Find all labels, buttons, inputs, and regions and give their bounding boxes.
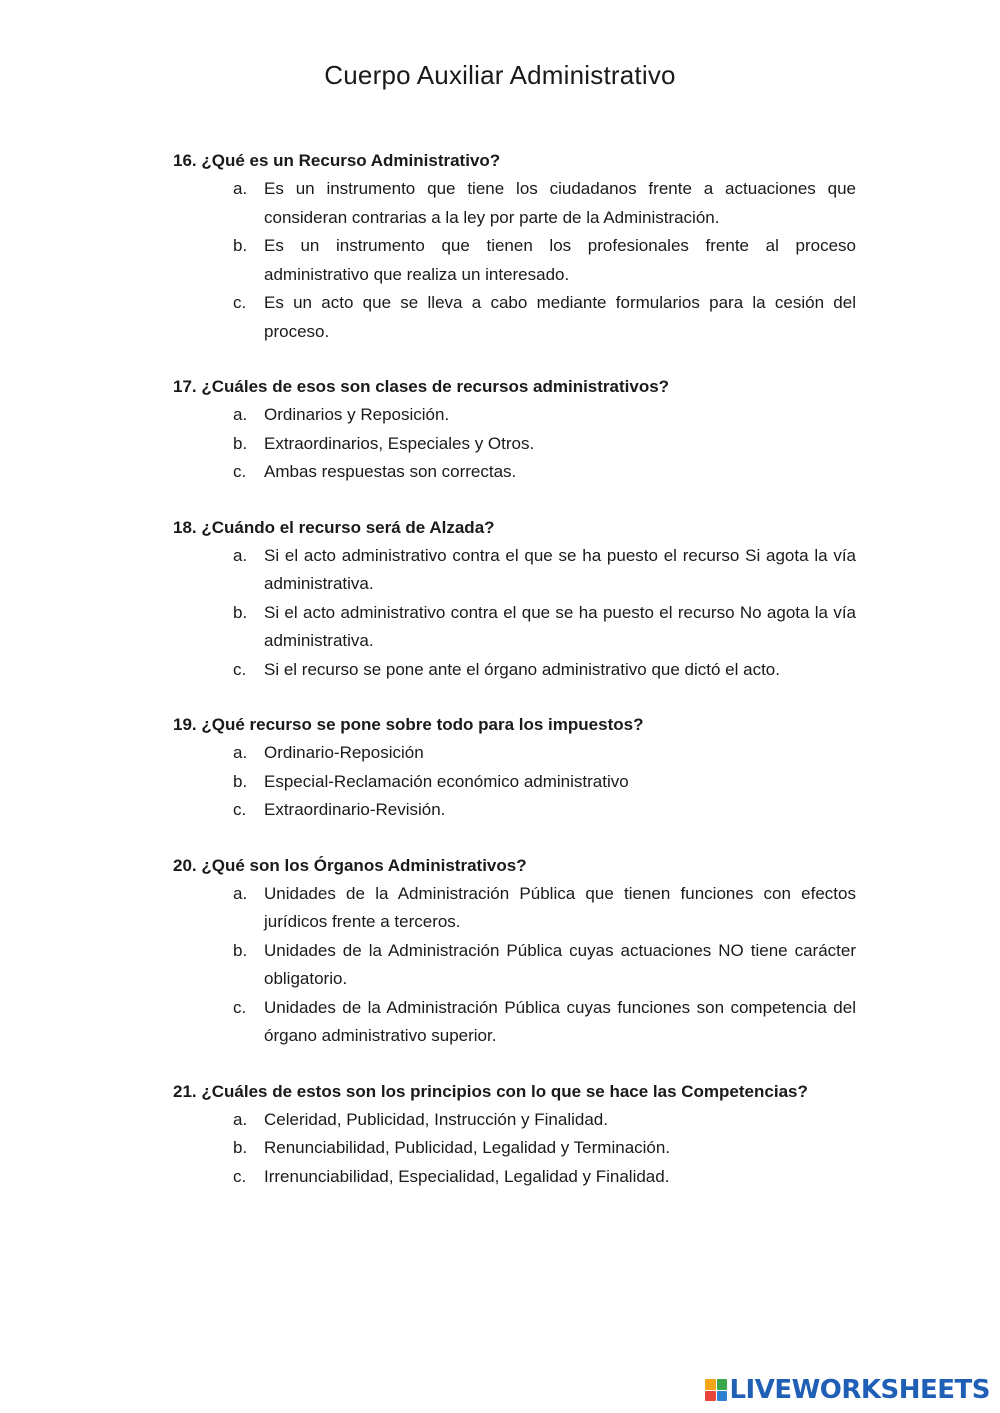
option-text: Es un acto que se lleva a cabo mediante formularios para la cesión del proceso. bbox=[264, 293, 856, 341]
option-a bbox=[173, 1106, 856, 1135]
question-text: 16. ¿Qué es un Recurso Administrativo? bbox=[173, 151, 501, 170]
option-text: Unidades de la Administración Pública cuyas funciones son competencia del órgano administrativo superior. bbox=[264, 997, 856, 1045]
option-c bbox=[173, 458, 856, 487]
option-list bbox=[173, 739, 856, 825]
option-letter: a. bbox=[233, 405, 248, 424]
option-text: Es un instrumento que tienen los profesionales frente al proceso administrativo que realiza un interesado. bbox=[264, 236, 856, 284]
option-letter: b. bbox=[233, 1138, 248, 1157]
option-c bbox=[173, 1163, 856, 1192]
option-list bbox=[173, 542, 856, 685]
option-text: Ordinario-Reposición bbox=[264, 743, 424, 762]
option-b bbox=[173, 232, 856, 289]
option-text: Ordinarios y Reposición. bbox=[264, 405, 450, 424]
question-list bbox=[173, 147, 856, 1218]
option-a bbox=[173, 175, 856, 232]
option-b bbox=[173, 1134, 856, 1163]
option-list bbox=[173, 880, 856, 1051]
option-text: Renunciabilidad, Publicidad, Legalidad y Terminación. bbox=[264, 1138, 671, 1157]
question-text: 21. ¿Cuáles de estos son los principios con lo que se hace las Competencias? bbox=[173, 1081, 808, 1101]
question-19 bbox=[173, 711, 856, 825]
option-c bbox=[173, 289, 856, 346]
question-text: 17. ¿Cuáles de esos son clases de recursos administrativos? bbox=[173, 377, 670, 396]
question-16 bbox=[173, 147, 856, 346]
question-18 bbox=[173, 514, 856, 685]
option-text: Extraordinario-Revisión. bbox=[264, 800, 446, 819]
logo-square-bl bbox=[705, 1391, 716, 1402]
option-letter: a. bbox=[233, 1109, 248, 1129]
option-letter: b. bbox=[233, 602, 248, 622]
option-text: Unidades de la Administración Pública cuyas actuaciones NO tiene carácter obligatorio. bbox=[264, 940, 856, 988]
option-text: Extraordinarios, Especiales y Otros. bbox=[264, 433, 535, 453]
option-c bbox=[173, 796, 856, 825]
logo-square-tr bbox=[717, 1379, 728, 1390]
question-text: 20. ¿Qué son los Órganos Administrativos? bbox=[173, 855, 527, 875]
option-letter: c. bbox=[233, 659, 247, 679]
page-title: Cuerpo Auxiliar Administrativo bbox=[324, 60, 676, 90]
liveworksheets-logo-icon bbox=[705, 1379, 727, 1401]
option-letter: b. bbox=[233, 236, 248, 255]
option-text: Ambas respuestas son correctas. bbox=[264, 462, 517, 481]
logo-text: LIVEWORKSHEETS bbox=[729, 1375, 990, 1405]
option-text: Especial-Reclamación económico administrativo bbox=[264, 771, 629, 791]
option-b bbox=[173, 599, 856, 656]
option-b bbox=[173, 430, 856, 459]
option-letter: a. bbox=[233, 883, 248, 903]
option-letter: a. bbox=[233, 179, 248, 198]
logo-square-tl bbox=[705, 1379, 716, 1390]
question-21 bbox=[173, 1078, 856, 1192]
logo-square-br bbox=[717, 1391, 728, 1402]
option-letter: b. bbox=[233, 433, 248, 453]
option-text: Unidades de la Administración Pública que tienen funciones con efectos jurídicos frente a terceros. bbox=[264, 883, 856, 931]
question-17 bbox=[173, 373, 856, 487]
option-a bbox=[173, 880, 856, 937]
option-text: Si el acto administrativo contra el que se ha puesto el recurso No agota la vía administrativa. bbox=[264, 602, 856, 650]
option-a bbox=[173, 401, 856, 430]
option-c bbox=[173, 994, 856, 1051]
option-text: Si el recurso se pone ante el órgano administrativo que dictó el acto. bbox=[264, 659, 780, 679]
question-text: 18. ¿Cuándo el recurso será de Alzada? bbox=[173, 517, 495, 537]
option-letter: a. bbox=[233, 743, 248, 762]
option-letter: c. bbox=[233, 462, 247, 481]
option-letter: c. bbox=[233, 800, 247, 819]
option-text: Es un instrumento que tiene los ciudadanos frente a actuaciones que consideran contrarias a la ley por parte de la Administración. bbox=[264, 179, 856, 227]
option-letter: b. bbox=[233, 771, 248, 791]
option-letter: a. bbox=[233, 545, 248, 565]
option-letter: b. bbox=[233, 940, 248, 960]
option-list bbox=[173, 401, 856, 487]
question-text: 19. ¿Qué recurso se pone sobre todo para los impuestos? bbox=[173, 715, 644, 734]
option-letter: c. bbox=[233, 997, 247, 1017]
liveworksheets-logo[interactable] bbox=[705, 1375, 990, 1405]
option-a bbox=[173, 739, 856, 768]
option-text: Si el acto administrativo contra el que se ha puesto el recurso Si agota la vía administrativa. bbox=[264, 545, 856, 593]
option-text: Irrenunciabilidad, Especialidad, Legalidad y Finalidad. bbox=[264, 1166, 670, 1186]
option-b bbox=[173, 937, 856, 994]
option-a bbox=[173, 542, 856, 599]
option-list bbox=[173, 1106, 856, 1192]
question-20 bbox=[173, 852, 856, 1051]
option-letter: c. bbox=[233, 1166, 247, 1186]
option-text: Celeridad, Publicidad, Instrucción y Finalidad. bbox=[264, 1109, 608, 1129]
option-b bbox=[173, 768, 856, 797]
option-list bbox=[173, 175, 856, 346]
option-letter: c. bbox=[233, 293, 247, 312]
option-c bbox=[173, 656, 856, 685]
